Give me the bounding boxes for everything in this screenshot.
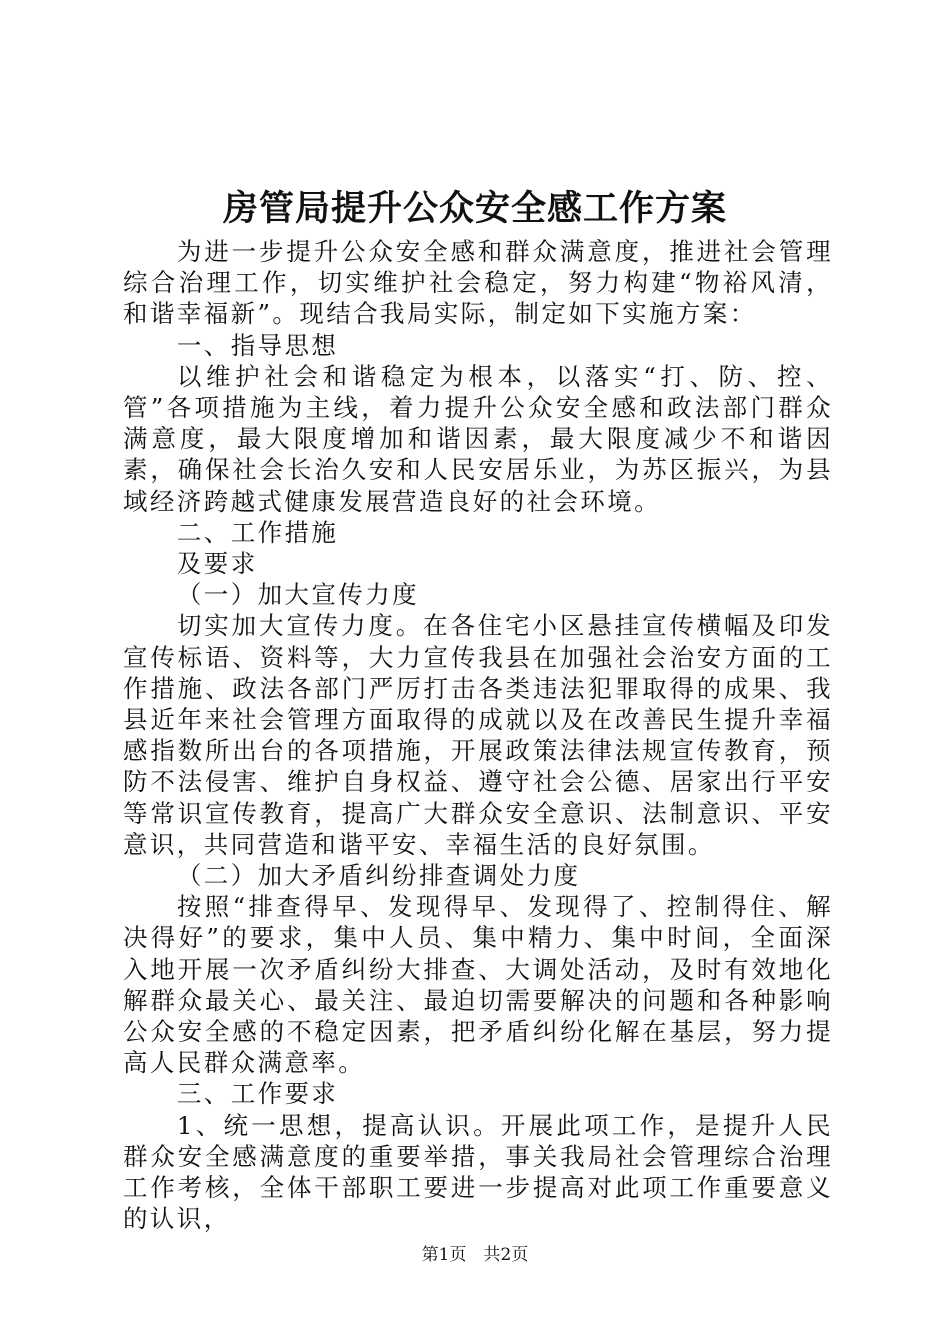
guiding-ideology-paragraph: 以维护社会和谐稳定为根本，以落实“打、防、控、管”各项措施为主线，着力提升公众安全感和政法部门群众满意度，最大限度增加和谐因素，最大限度减少不和谐因素，确保社会长治久安和人民安居乐业，为苏区振兴，为县域经济跨越式健康发展营造良好的社会环境。 (123, 361, 833, 516)
section-heading-guiding-ideology: 一、指导思想 (176, 330, 339, 360)
subsection-heading-publicity: （一）加大宣传力度 (176, 580, 419, 610)
intro-paragraph: 为进一步提升公众安全感和群众满意度，推进社会管理综合治理工作，切实维护社会稳定，努力构建“物裕风清，和谐幸福新”。现结合我局实际，制定如下实施方案： (123, 237, 833, 329)
page-number: 第1页 (421, 1245, 467, 1265)
requirement-item-1: 1、统一思想，提高认识。开展此项工作，是提升人民群众安全感满意度的重要举措，事关我局社会管理综合治理工作考核，全体干部职工要进一步提高对此项工作重要意义的认识， (123, 1110, 833, 1234)
section-heading-work-requirements: 三、工作要求 (176, 1079, 339, 1109)
section-heading-work-measures: 二、工作措施 (176, 517, 339, 547)
document-title: 房管局提升公众安全感工作方案 (222, 188, 727, 229)
publicity-paragraph: 切实加大宣传力度。在各住宅小区悬挂宣传横幅及印发宣传标语、资料等，大力宣传我县在加强社会治安方面的工作措施、政法各部门严厉打击各类违法犯罪取得的成果、我县近年来社会管理方面取得的成就以及在改善民生提升幸福感指数所出台的各项措施，开展政策法律法规宣传教育，预防不法侵害、维护自身权益、遵守社会公德、居家出行平安等常识宣传教育，提高广大群众安全意识、法制意识、平安意识，共同营造和谐平安、幸福生活的良好氛围。 (123, 611, 833, 859)
page-total: 共2页 (483, 1245, 529, 1265)
section-heading-work-measures-cont: 及要求 (176, 549, 258, 579)
document-body (123, 236, 833, 1235)
dispute-resolution-paragraph: 按照“排查得早、发现得早、发现得了、控制得住、解决得好”的要求，集中人员、集中精力、集中时间，全面深入地开展一次矛盾纠纷大排查、大调处活动，及时有效地化解群众最关心、最关注、最迫切需要解决的问题和各种影响公众安全感的不稳定因素，把矛盾纠纷化解在基层，努力提高人民群众满意率。 (123, 892, 833, 1078)
subsection-heading-dispute-resolution: （二）加大矛盾纠纷排查调处力度 (176, 861, 581, 891)
page-footer (0, 1244, 950, 1266)
